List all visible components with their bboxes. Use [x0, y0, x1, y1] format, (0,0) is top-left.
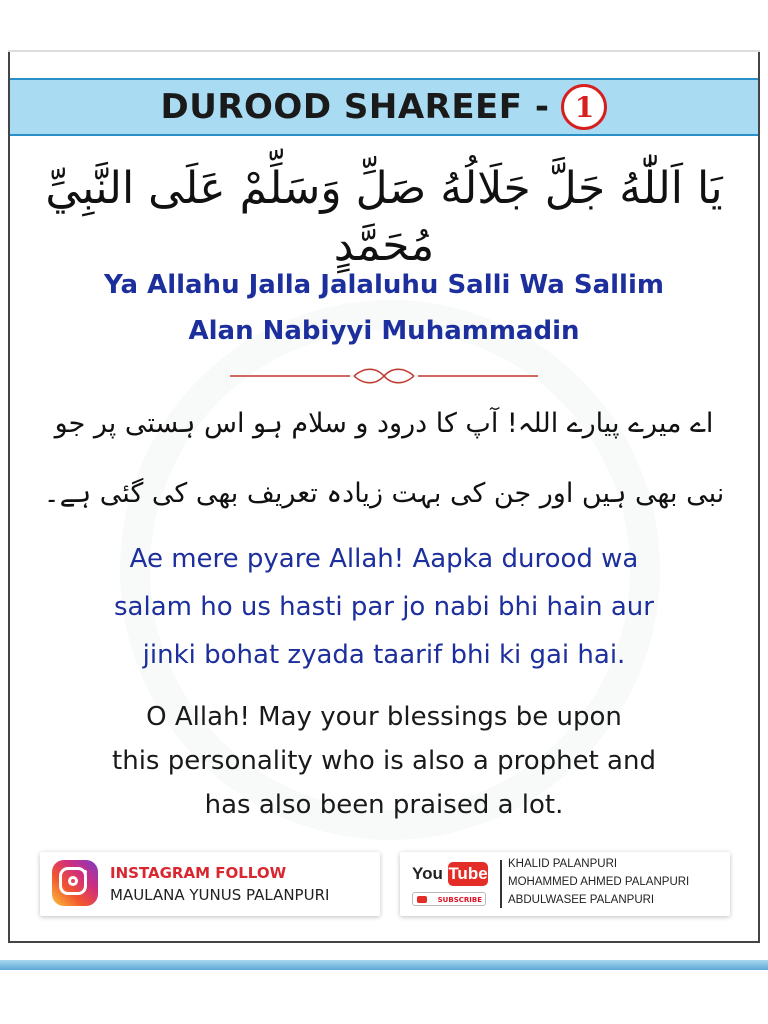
- urdu-translation-line-1: اے میرے پیارے اللہ! آپ کا درود و سلام ہو اس ہستی پر جو: [54, 408, 714, 439]
- youtube-divider: [500, 860, 502, 908]
- youtube-channel-name-2: MOHAMMED AHMED PALANPURI: [508, 876, 690, 888]
- english-translation-line-2: this personality who is also a prophet and: [112, 746, 656, 776]
- instagram-icon: [52, 860, 98, 906]
- instagram-account-name: MAULANA YUNUS PALANPURI: [110, 886, 330, 904]
- youtube-logo-tube: Tube: [448, 862, 488, 886]
- youtube-logo-icon: [412, 862, 492, 886]
- page-title: DUROOD SHAREEF -: [160, 87, 550, 127]
- subscribe-label: SUBSCRIBE: [437, 896, 482, 904]
- roman-urdu-line-3: jinki bohat zyada taarif bhi ki gai hai.: [142, 640, 626, 670]
- instagram-follow-card[interactable]: [40, 852, 380, 916]
- youtube-channel-name-1: KHALID PALANPURI: [508, 858, 618, 870]
- roman-urdu-line-1: Ae mere pyare Allah! Aapka durood wa: [129, 544, 639, 574]
- roman-urdu-line-2: salam ho us hasti par jo nabi bhi hain aur: [114, 592, 654, 622]
- instagram-follow-label: INSTAGRAM FOLLOW: [110, 864, 287, 882]
- english-translation-line-1: O Allah! May your blessings be upon: [146, 702, 622, 732]
- title-band: [10, 78, 758, 136]
- arabic-durood-text: يَا اَللّٰهُ جَلَّ جَلَالُهُ صَلِّ وَسَلِّمْ عَلَى النَّبِيِّ مُحَمَّدٍ: [45, 163, 723, 272]
- subscribe-button[interactable]: [412, 892, 486, 906]
- youtube-logo-you: You: [412, 864, 443, 883]
- top-border: [8, 50, 760, 52]
- bottom-accent-bar: [0, 960, 768, 970]
- title-number-badge: 1: [561, 84, 607, 130]
- ornamental-divider: [230, 367, 538, 385]
- youtube-channel-name-3: ABDULWASEE PALANPURI: [508, 894, 655, 906]
- transliteration-line-1: Ya Allahu Jalla Jalaluhu Salli Wa Sallim: [104, 270, 664, 300]
- play-icon: [417, 896, 427, 903]
- youtube-card[interactable]: [400, 852, 730, 916]
- urdu-translation-line-2: نبی بھی ہیں اور جن کی بہت زیادہ تعریف بھی کی گئی ہے۔: [43, 478, 725, 509]
- transliteration-line-2: Alan Nabiyyi Muhammadin: [188, 316, 580, 346]
- english-translation-line-3: has also been praised a lot.: [204, 790, 564, 820]
